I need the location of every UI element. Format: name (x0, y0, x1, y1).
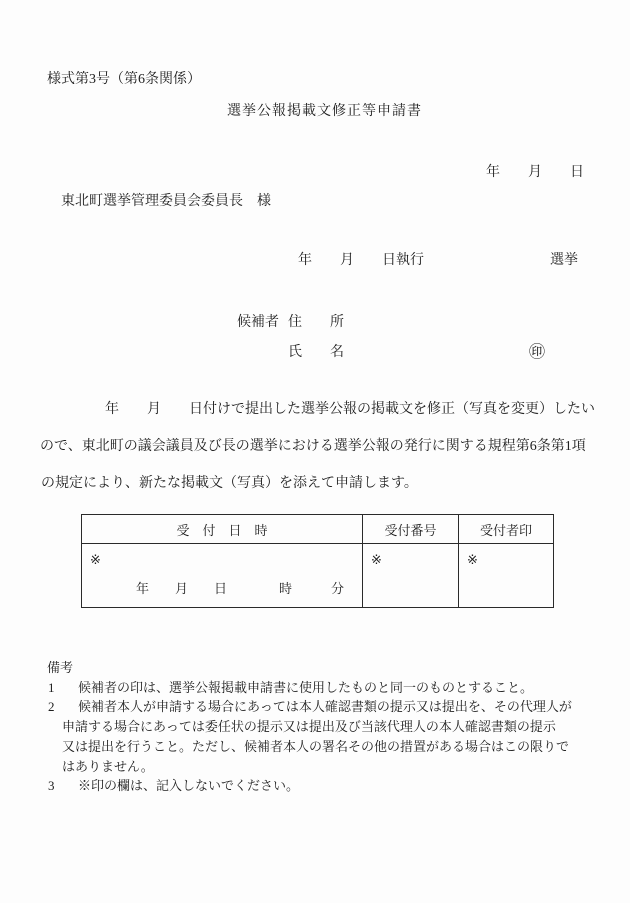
reception-seal-cell (459, 544, 553, 607)
note-text: ※印の欄は、記入しないでください。 (78, 778, 300, 794)
form-number: 様式第3号（第6条関係） (47, 72, 201, 87)
notes-heading: 備考 (47, 660, 74, 675)
election-date-line: 年 月 日執行 (298, 253, 424, 268)
reference-mark: ※ (467, 552, 478, 567)
addressee-line: 東北町選挙管理委員会委員長 様 (61, 194, 271, 209)
election-suffix: 選挙 (550, 253, 578, 268)
reception-number-cell (363, 544, 459, 607)
reception-datetime-cell (82, 544, 363, 607)
note-text: 申請する場合にあっては委任状の提示又は提出及び当該代理人の本人確認書類の提示 (62, 719, 556, 735)
reception-table-header-datetime: 受 付 日 時 (82, 515, 363, 544)
reference-mark: ※ (371, 552, 382, 567)
reception-table (81, 514, 554, 608)
reception-table-header-number: 受付番号 (363, 515, 459, 544)
note-number: 2 (48, 699, 55, 715)
candidate-label: 候補者 (237, 315, 279, 330)
reception-table-header-seal: 受付者印 (459, 515, 553, 544)
note-item-3 (47, 776, 592, 796)
note-text: 候補者本人が申請する場合にあっては本人確認書類の提示又は提出を、その代理人が (78, 699, 572, 715)
page-title: 選挙公報掲載文修正等申請書 (227, 104, 422, 119)
candidate-address-label: 住 所 (288, 315, 344, 330)
notes-section (47, 658, 592, 796)
note-number: 1 (48, 679, 55, 695)
body-text-line-2: ので、東北町の議会議員及び長の選挙における選挙公報の発行に関する規程第6条第1項 (40, 439, 586, 454)
note-text: 候補者の印は、選挙公報掲載申請書に使用したものと同一のものとすること。 (78, 679, 534, 695)
note-text: はありません。 (62, 758, 154, 774)
note-text: 又は提出を行うこと。ただし、候補者本人の署名その他の措置がある場合はこの限りで (62, 738, 570, 754)
note-item-2 (47, 697, 592, 776)
body-text-line-3: の規定により、新たな掲載文（写真）を添えて申請します。 (41, 476, 418, 491)
body-text-line-1: 年 月 日付けで提出した選挙公報の掲載文を修正（写真を変更）したい (105, 402, 595, 417)
note-number: 3 (48, 778, 55, 794)
application-date-line: 年 月 日 (486, 165, 584, 180)
reception-datetime-fields: 年 月 日 時 分 (136, 581, 345, 596)
seal-mark-icon: ㊞ (529, 344, 546, 361)
candidate-name-label: 氏 名 (288, 345, 344, 360)
note-item-1 (47, 678, 592, 698)
reference-mark: ※ (90, 552, 101, 567)
